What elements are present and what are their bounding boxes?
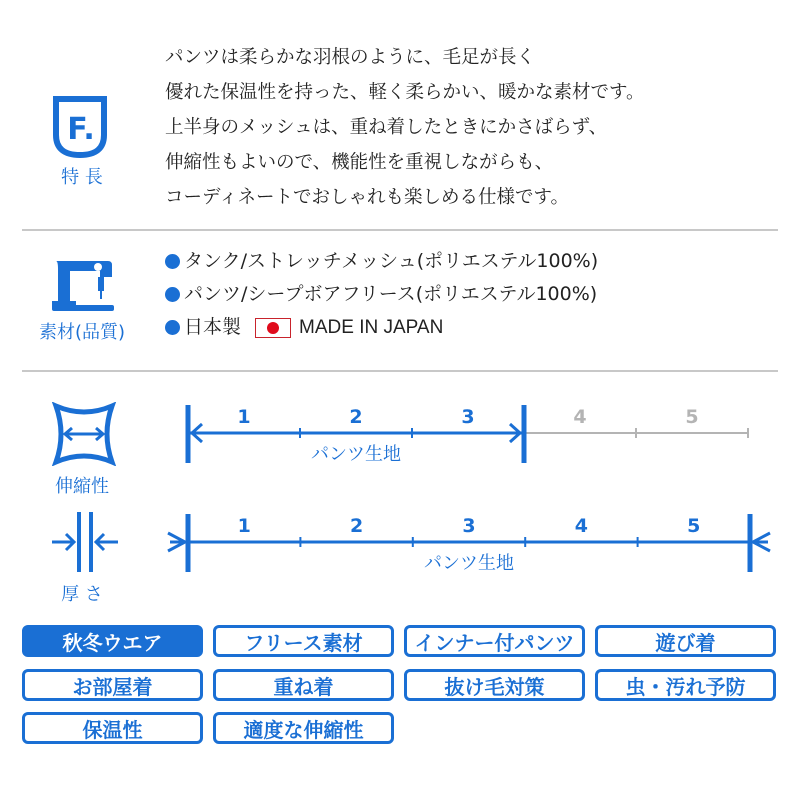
features-description [165, 40, 645, 215]
made-in-text: MADE IN JAPAN [299, 317, 444, 338]
material-origin [165, 311, 598, 344]
scale-number-label: 1 [237, 406, 251, 428]
tag-bug-dirt-prevention: 虫・汚れ予防 [595, 669, 776, 701]
features-line: 優れた保温性を持った、軽く柔らかい、暖かな素材です。 [165, 82, 645, 103]
bullet-dot-icon [165, 320, 180, 335]
bullet-dot-icon [165, 287, 180, 302]
features-line: 上半身のメッシュは、重ね着したときにかさばらず、 [165, 117, 608, 138]
divider [22, 229, 778, 231]
scale-number-label: 4 [573, 406, 587, 428]
features-line: 伸縮性もよいので、機能性を重視しながらも、 [165, 152, 554, 173]
tag-play-wear: 遊び着 [595, 625, 776, 657]
origin-text: 日本製 [184, 316, 242, 338]
material-label: 素材(品質) [38, 322, 126, 343]
features-label: 特 長 [61, 167, 103, 188]
scale-marker-label: パンツ生地 [311, 444, 401, 465]
thickness-label: 厚 さ [61, 584, 103, 605]
tag-autumn-winter-wear: 秋冬ウエア [22, 625, 203, 657]
features-line: パンツは柔らかな羽根のように、毛足が長く [165, 47, 536, 68]
scale-number-label: 1 [237, 515, 251, 537]
stretch-scale [170, 395, 770, 475]
sewing-machine-icon [50, 257, 116, 313]
stretch-label: 伸縮性 [55, 476, 109, 497]
material-list [165, 245, 598, 344]
scale-number-label: 5 [685, 406, 699, 428]
tag-fleece-material: フリース素材 [213, 625, 394, 657]
material-item [165, 245, 598, 278]
tag-layering: 重ね着 [213, 669, 394, 701]
scale-number-label: 3 [462, 515, 476, 537]
features-line: コーディネートでおしゃれも楽しめる仕様です。 [165, 187, 570, 208]
thickness-scale [160, 505, 780, 585]
scale-number-label: 2 [349, 515, 364, 537]
scale-marker-label: パンツ生地 [424, 553, 514, 574]
material-item-text: タンク/ストレッチメッシュ(ポリエステル100%) [184, 250, 599, 272]
material-item [165, 278, 598, 311]
japan-flag-icon [255, 318, 291, 338]
scale-number-label: 3 [461, 406, 475, 428]
stretch-icon [52, 402, 116, 466]
tag-inner-pants: インナー付パンツ [404, 625, 585, 657]
scale-number-label: 5 [687, 515, 701, 537]
tag-room-wear: お部屋着 [22, 669, 203, 701]
tag-shedding-prevention: 抜け毛対策 [404, 669, 585, 701]
thickness-icon [50, 512, 120, 572]
scale-number-label: 2 [349, 406, 363, 428]
bullet-dot-icon [165, 254, 180, 269]
divider [22, 370, 778, 372]
tag-moderate-stretch: 適度な伸縮性 [213, 712, 394, 744]
features-icon [48, 95, 112, 159]
material-item-text: パンツ/シープボアフリース(ポリエステル100%) [184, 283, 598, 305]
features-icon-letter: F. [67, 112, 95, 147]
scale-number-label: 4 [574, 515, 589, 537]
tag-heat-retention: 保温性 [22, 712, 203, 744]
